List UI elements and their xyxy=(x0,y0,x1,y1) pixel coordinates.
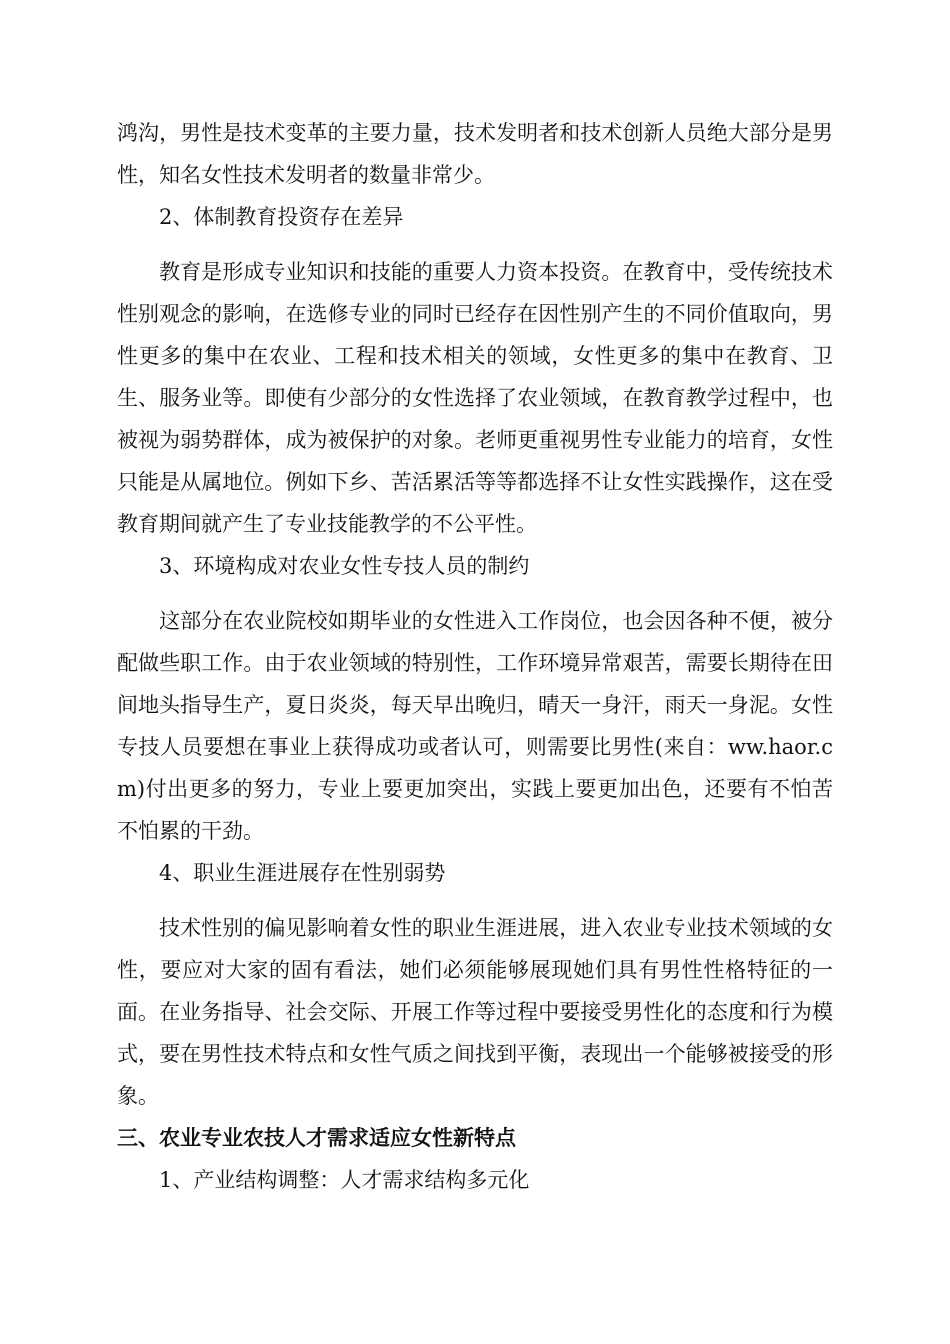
section-heading-three: 三、农业专业农技人才需求适应女性新特点 xyxy=(117,1126,516,1150)
subheading-industry-structure: 1、产业结构调整：人才需求结构多元化 xyxy=(159,1168,530,1192)
paragraph-environment: 这部分在农业院校如期毕业的女性进入工作岗位，也会因各种不便，被分配做些职工作。由于农业领域的特别性，工作环境异常艰苦，需要长期待在田间地头指导生产，夏日炎炎，每天早出晚归，晴天一身汗，雨天一身泥。女性专技人员要想在事业上获得成功或者认可，则需要比男性(来自：ww.haor.cm)付出更多的努力，专业上要更加突出，实践上要更加出色，还要有不怕苦不怕累的干劲。 xyxy=(117,609,833,843)
document-body xyxy=(117,112,833,1201)
paragraph-education: 教育是形成专业知识和技能的重要人力资本投资。在教育中，受传统技术性别观念的影响，在选修专业的同时已经存在因性别产生的不同价值取向，男性更多的集中在农业、工程和技术相关的领域，女性更多的集中在教育、卫生、服务业等。即使有少部分的女性选择了农业领域，在教育教学过程中，也被视为弱势群体，成为被保护的对象。老师更重视男性专业能力的培育，女性只能是从属地位。例如下乡、苦活累活等等都选择不让女性实践操作，这在受教育期间就产生了专业技能教学的不公平性。 xyxy=(117,260,833,536)
paragraph-career: 技术性别的偏见影响着女性的职业生涯进展，进入农业专业技术领域的女性，要应对大家的固有看法，她们必须能够展现她们具有男性性格特征的一面。在业务指导、社会交际、开展工作等过程中要接受男性化的态度和行为模式，要在男性技术特点和女性气质之间找到平衡，表现出一个能够被接受的形象。 xyxy=(117,916,833,1108)
subheading-education-investment: 2、体制教育投资存在差异 xyxy=(159,205,404,229)
subheading-career: 4、职业生涯进展存在性别弱势 xyxy=(159,861,446,885)
paragraph-continued: 鸿沟，男性是技术变革的主要力量，技术发明者和技术创新人员绝大部分是男性，知名女性技术发明者的数量非常少。 xyxy=(117,121,833,187)
subheading-environment: 3、环境构成对农业女性专技人员的制约 xyxy=(159,554,530,578)
